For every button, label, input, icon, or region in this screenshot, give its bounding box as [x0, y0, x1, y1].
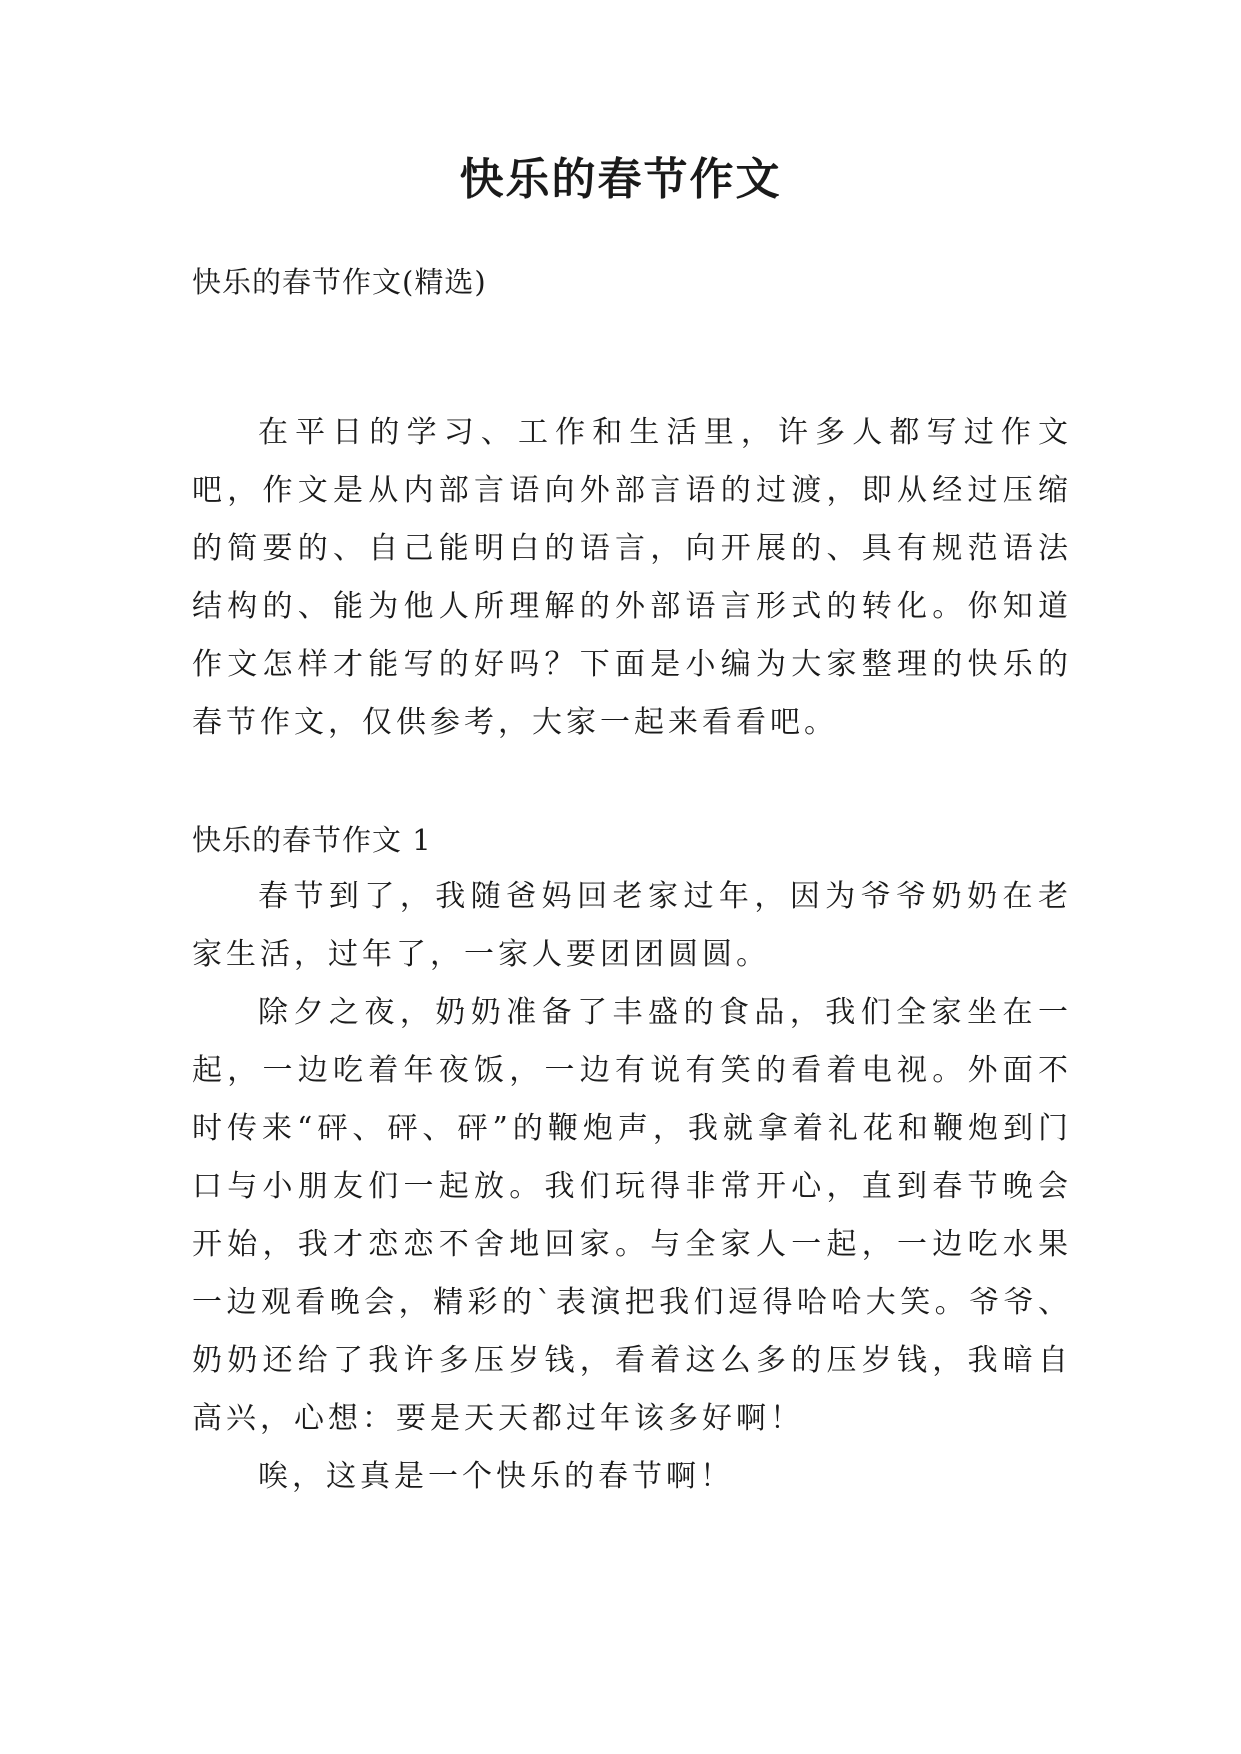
- section-heading: 快乐的春节作文 1: [192, 823, 432, 857]
- essay-paragraph-3: 唉，这真是一个快乐的春节啊！: [258, 1459, 734, 1494]
- essay-paragraph-1: 春节到了，我随爸妈回老家过年，因为爷爷奶奶在老家生活，过年了，一家人要团团圆圆。: [192, 879, 1072, 972]
- intro-paragraph: 在平日的学习、工作和生活里，许多人都写过作文吧，作文是从内部言语向外部言语的过渡，即从经过压缩的简要的、自己能明白的语言，向开展的、具有规范语法结构的、能为他人所理解的外部语言形式的转化。你知道作文怎样才能写的好吗？下面是小编为大家整理的快乐的春节作文，仅供参考，大家一起来看看吧。: [192, 415, 1072, 740]
- essay-paragraph-2: 除夕之夜，奶奶准备了丰盛的食品，我们全家坐在一起，一边吃着年夜饭，一边有说有笑的看着电视。外面不时传来“砰、砰、砰”的鞭炮声，我就拿着礼花和鞭炮到门口与小朋友们一起放。我们玩得非常开心，直到春节晚会开始，我才恋恋不舍地回家。与全家人一起，一边吃水果一边观看晚会，精彩的`表演把我们逗得哈哈大笑。爷爷、奶奶还给了我许多压岁钱，看着这么多的压岁钱，我暗自高兴，心想：要是天天都过年该多好啊！: [192, 995, 1072, 1436]
- intro-block: [192, 404, 1072, 752]
- document-subtitle: 快乐的春节作文(精选): [192, 265, 487, 299]
- document-title: 快乐的春节作文: [459, 154, 782, 205]
- essay-body: [192, 868, 1072, 1506]
